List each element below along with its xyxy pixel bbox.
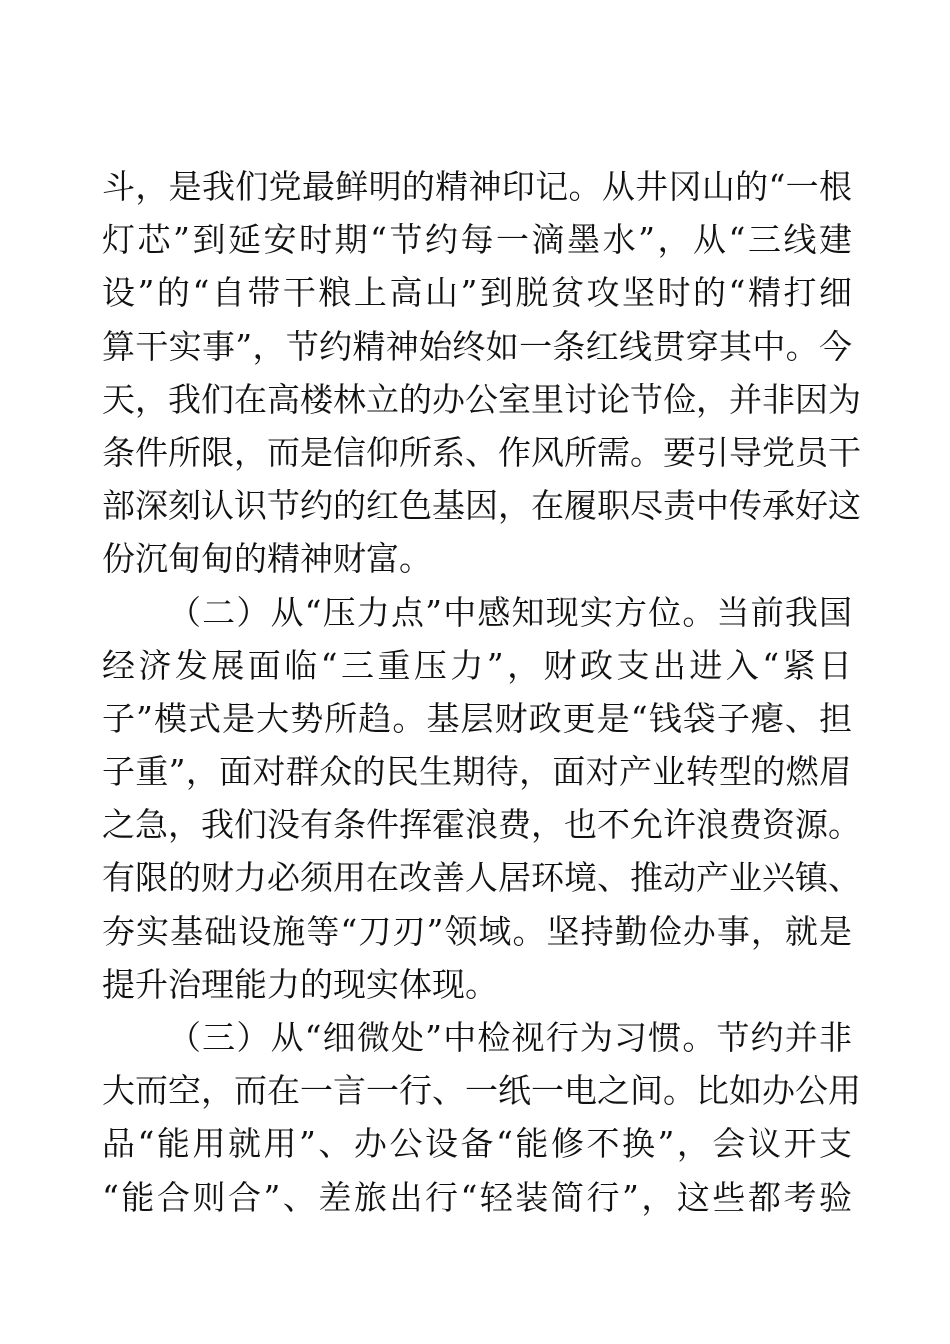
text-line: 份沉甸甸的精神财富。 <box>102 539 432 579</box>
text-line: 品“能用就用”、办公设备“能修不换”，会议开支 <box>102 1124 852 1164</box>
text-line: 部深刻认识节约的红色基因，在履职尽责中传承好这 <box>102 486 861 526</box>
text-line: 设”的“自带干粮上高山”到脱贫攻坚时的“精打细 <box>102 273 852 313</box>
paragraph <box>102 1011 861 1224</box>
text-line: 大而空，而在一言一行、一纸一电之间。比如办公用 <box>102 1071 861 1111</box>
text-line: 经济发展面临“三重压力”，财政支出进入“紧日 <box>102 645 852 685</box>
text-line: 灯芯”到延安时期“节约每一滴墨水”，从“三线建 <box>102 220 852 260</box>
text-line: 天，我们在高楼林立的办公室里讨论节俭，并非因为 <box>102 379 861 419</box>
text-line: 夯实基础设施等“刀刃”领域。坚持勤俭办事，就是 <box>102 911 852 951</box>
paragraph <box>102 586 861 1012</box>
text-line: （二）从“压力点”中感知现实方位。当前我国 <box>168 592 852 632</box>
text-line: 之急，我们没有条件挥霍浪费，也不允许浪费资源。 <box>102 805 861 845</box>
text-line: 有限的财力必须用在改善人居环境、推动产业兴镇、 <box>102 858 861 898</box>
text-line: 子重”，面对群众的民生期待，面对产业转型的燃眉 <box>102 752 852 792</box>
text-line: 算干实事”，节约精神始终如一条红线贯穿其中。今 <box>102 326 852 366</box>
text-line: “能合则合”、差旅出行“轻装简行”，这些都考验 <box>102 1177 852 1217</box>
text-line: 子”模式是大势所趋。基层财政更是“钱袋子瘪、担 <box>102 698 852 738</box>
text-line: （三）从“细微处”中检视行为习惯。节约并非 <box>168 1018 852 1057</box>
paragraph <box>102 160 861 586</box>
text-line: 斗，是我们党最鲜明的精神印记。从井冈山的“一根 <box>102 167 852 206</box>
text-line: 提升治理能力的现实体现。 <box>102 964 498 1004</box>
document-body <box>102 160 861 1224</box>
text-line: 条件所限，而是信仰所系、作风所需。要引导党员干 <box>102 432 861 472</box>
